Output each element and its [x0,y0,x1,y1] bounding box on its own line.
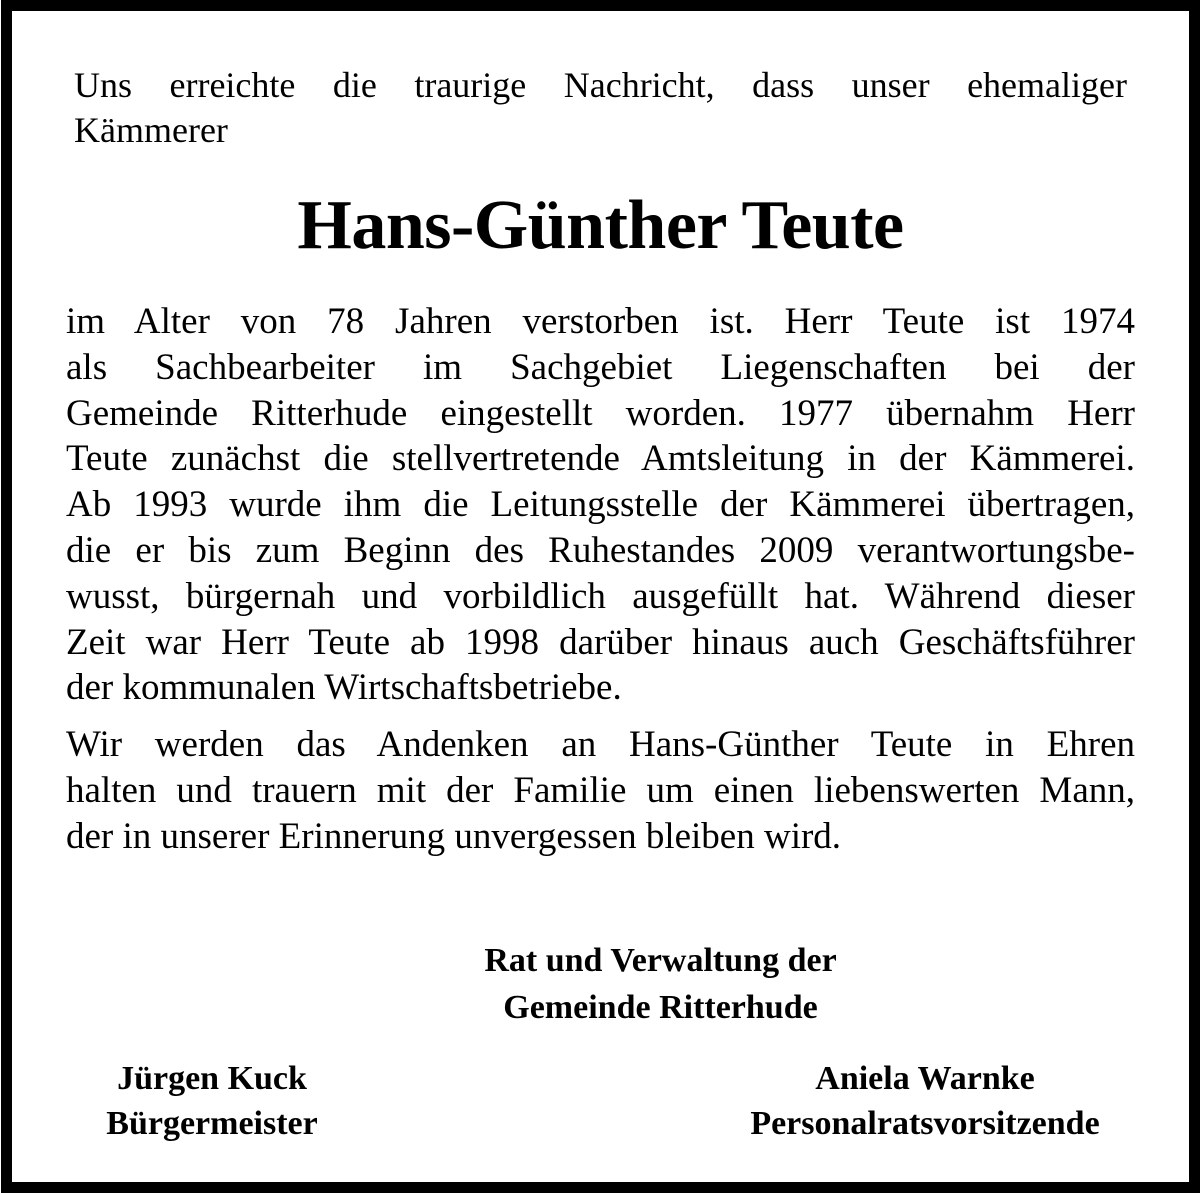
body-line: Teute zunächst die stellvertretende Amtsleitung in der Kämmerei. [66,438,1135,480]
organization-line: Rat und Verwaltung der [484,942,837,979]
closing-paragraph [66,722,1135,859]
intro-line: Kämmerer [74,110,228,150]
body-line: als Sachbearbeiter im Sachgebiet Liegenschaften bei der [66,346,1135,388]
body-line: der kommunalen Wirtschaftsbetriebe. [66,667,622,709]
body-line: wusst, bürgernah und vorbildlich ausgefüllt hat. Während dieser [66,575,1135,617]
notice-content [56,11,1145,1182]
closing-line: Wir werden das Andenken an Hans-Günther Teute in Ehren [66,724,1135,766]
signatory-title: Personalratsvorsitzende [750,1105,1100,1142]
obituary-body [66,299,1135,860]
body-line: Ab 1993 wurde ihm die Leitungsstelle der Kämmerei übertragen, [66,484,1135,526]
body-line: Zeit war Herr Teute ab 1998 darüber hinaus auch Geschäftsführer [66,621,1135,663]
deceased-name: Hans-Günther Teute [297,187,904,264]
organization-block [56,937,1145,1031]
signatory-left [72,1056,352,1146]
body-line: im Alter von 78 Jahren verstorben ist. Herr Teute ist 1974 [66,301,1135,342]
signatory-title: Bürgermeister [106,1105,318,1142]
body-line: Gemeinde Ritterhude eingestellt worden. 1977 übernahm Herr [66,392,1135,434]
closing-line: halten und trauern mit der Familie um einen liebenswerten Mann, [66,769,1135,811]
signatory-right [715,1056,1135,1146]
organization-line: Gemeinde Ritterhude [503,989,818,1026]
body-line: die er bis zum Beginn des Ruhestandes 2009 verantwortungsbe- [66,529,1135,571]
signatory-name: Aniela Warnke [815,1060,1035,1097]
notice-border [1,0,1200,1193]
intro-line: Uns erreichte die traurige Nachricht, dass unser ehemaliger [74,65,1127,105]
intro-paragraph [74,63,1127,153]
closing-line: der in unserer Erinnerung unvergessen bleiben wird. [66,815,842,857]
signatory-name: Jürgen Kuck [117,1060,307,1097]
biography-paragraph [66,299,1135,711]
